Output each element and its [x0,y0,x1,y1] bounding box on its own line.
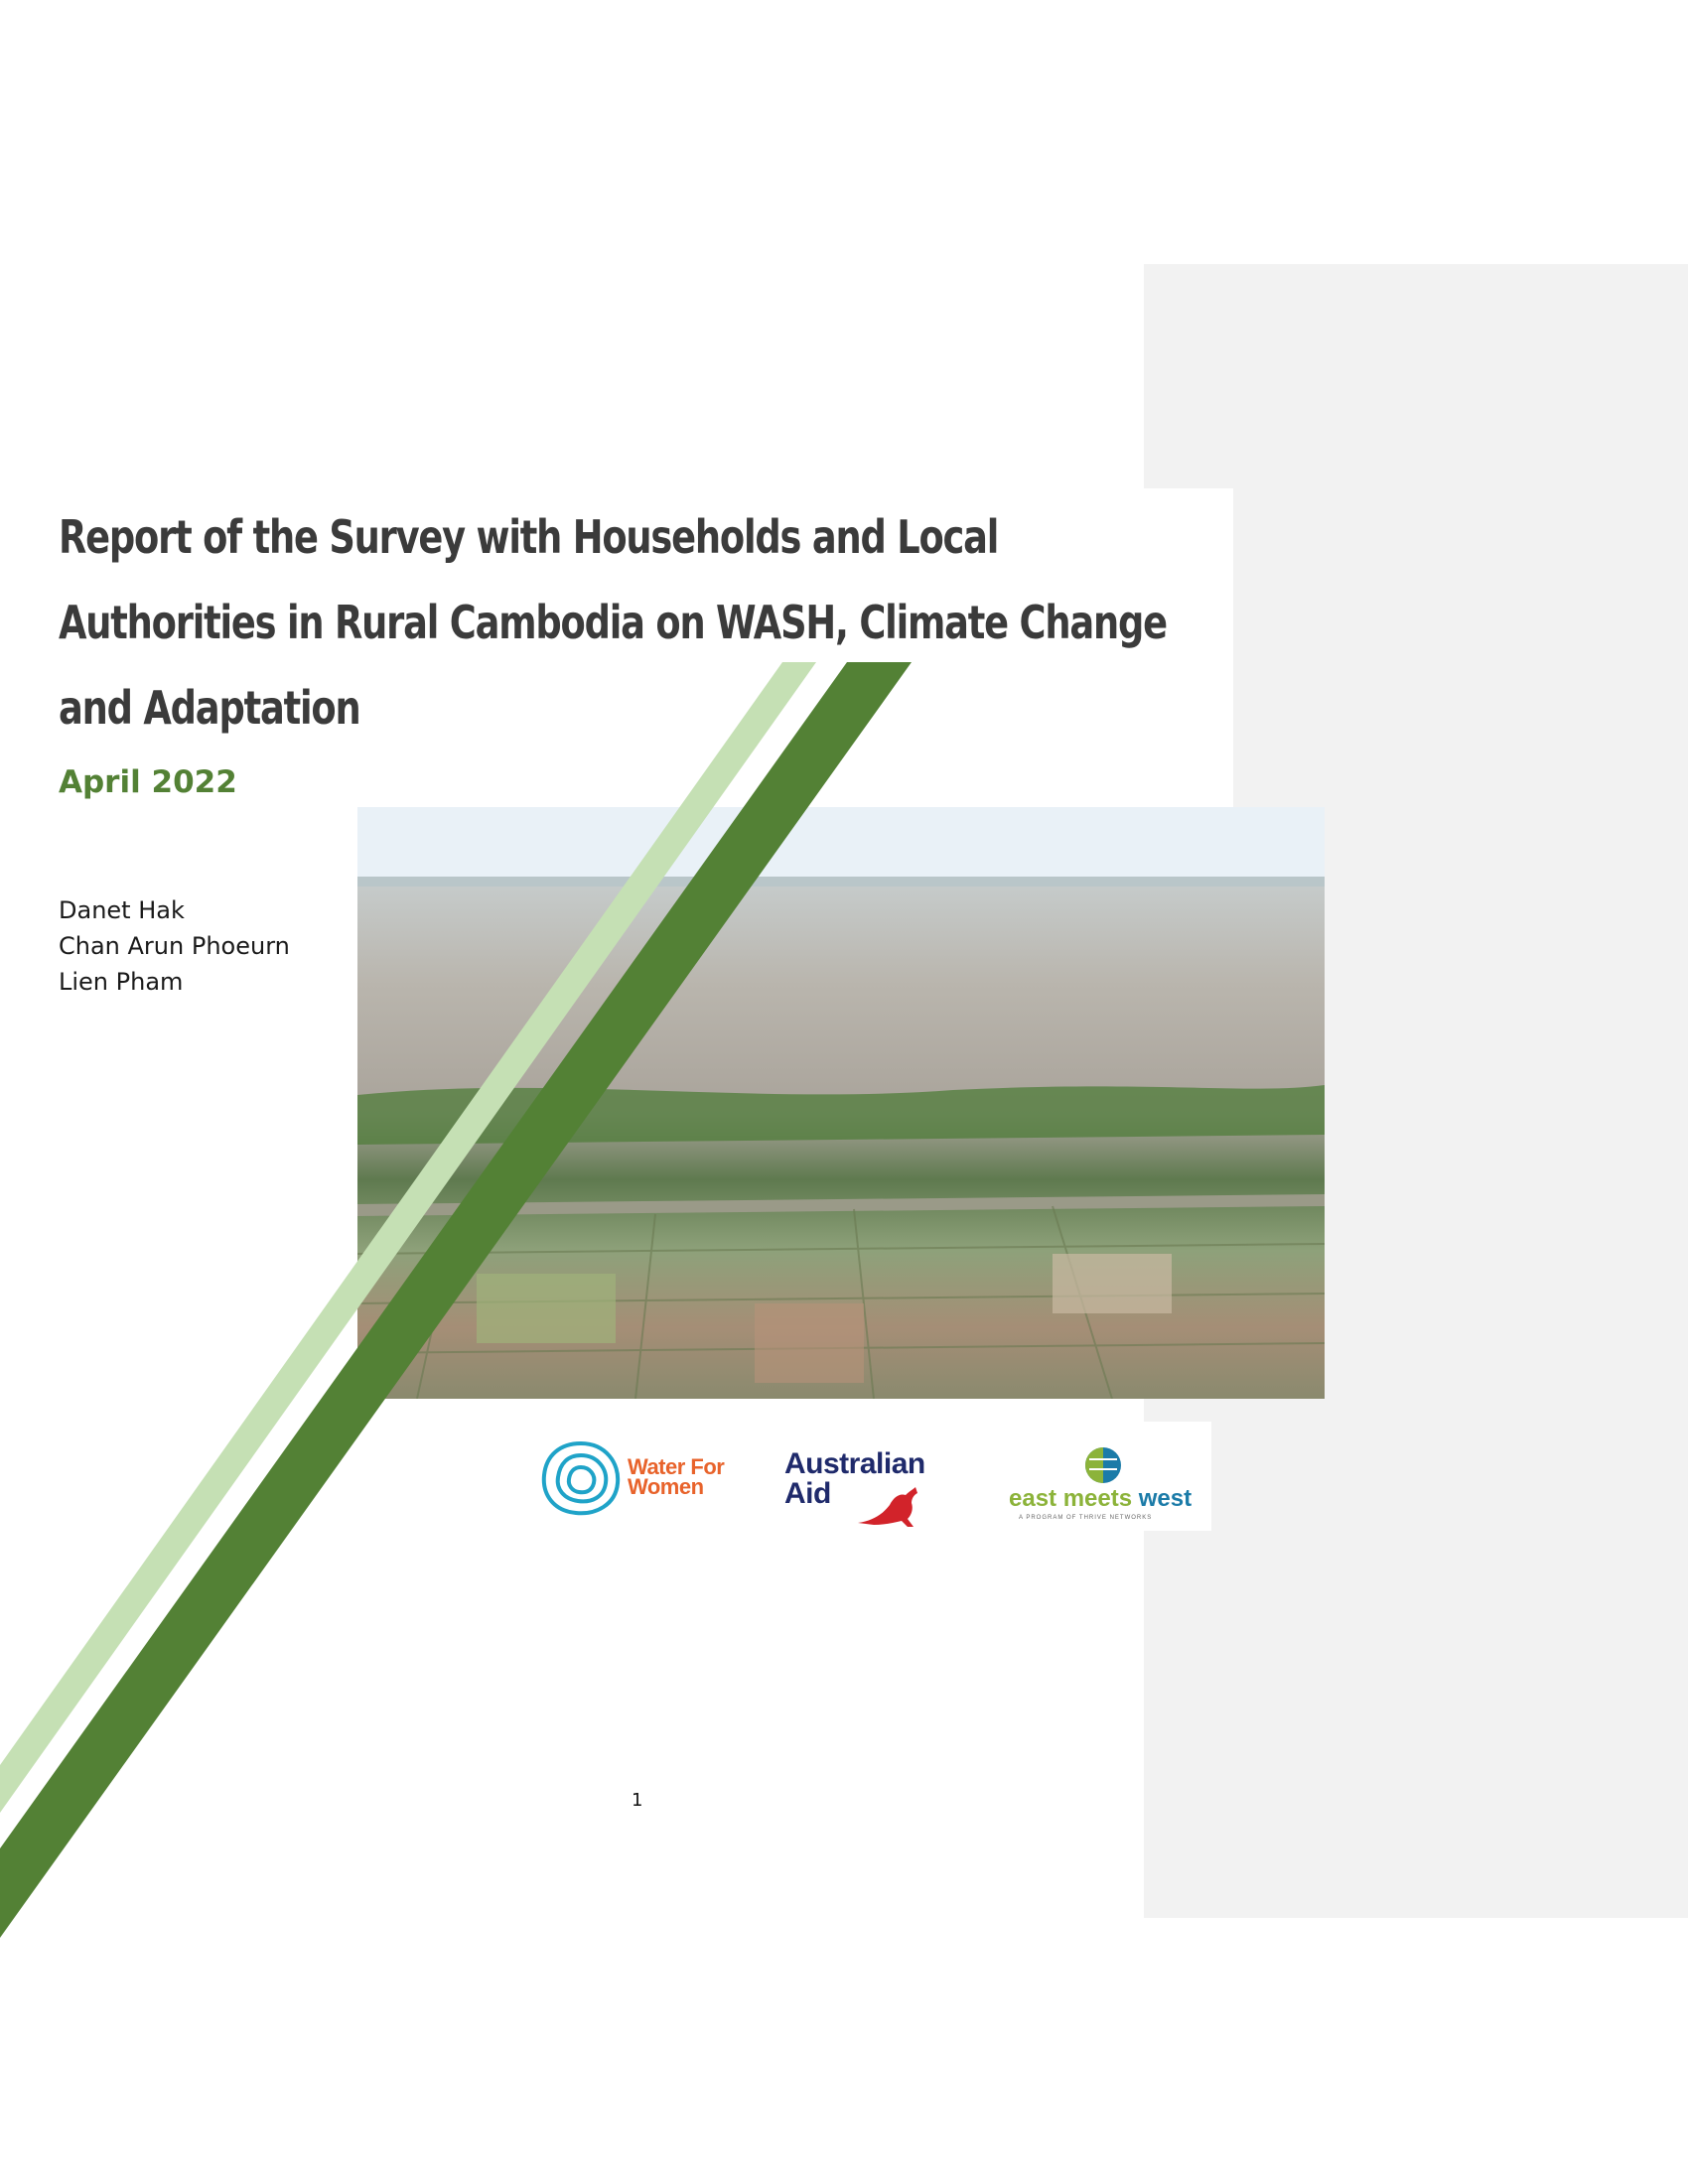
water-ripple-icon [536,1437,626,1519]
document-title [59,494,1187,751]
wfw-line-2: Women [628,1474,704,1499]
globe-icon [1083,1445,1123,1485]
water-for-women-logo [536,1437,725,1519]
australian-aid-logo [784,1449,943,1529]
report-date: April 2022 [59,764,237,800]
author-2: Chan Arun Phoeurn [59,932,290,960]
emw-part-2: west [1138,1485,1193,1512]
east-meets-west-logo [1009,1445,1207,1525]
aa-line-1: Australian [784,1447,925,1480]
emw-part-1: east meets [1009,1485,1139,1512]
author-1: Danet Hak [59,896,185,924]
aa-line-2: Aid [784,1477,831,1510]
page-number: 1 [632,1790,643,1811]
east-meets-west-wordmark [1009,1485,1192,1513]
title-line-2: Authorities in Rural Cambodia on WASH, Climate Change [59,596,1167,649]
title-line-3: and Adaptation [59,681,360,735]
east-meets-west-subtitle: A PROGRAM OF THRIVE NETWORKS [1019,1515,1153,1521]
water-for-women-wordmark [628,1454,725,1499]
wfw-line-1: Water For [628,1454,725,1479]
author-3: Lien Pham [59,968,184,996]
kangaroo-icon [854,1483,933,1529]
light-green-stripe [0,662,816,1813]
author-list [59,892,290,1000]
dark-green-stripe [0,662,912,1938]
title-line-1: Report of the Survey with Households and Local [59,510,999,564]
